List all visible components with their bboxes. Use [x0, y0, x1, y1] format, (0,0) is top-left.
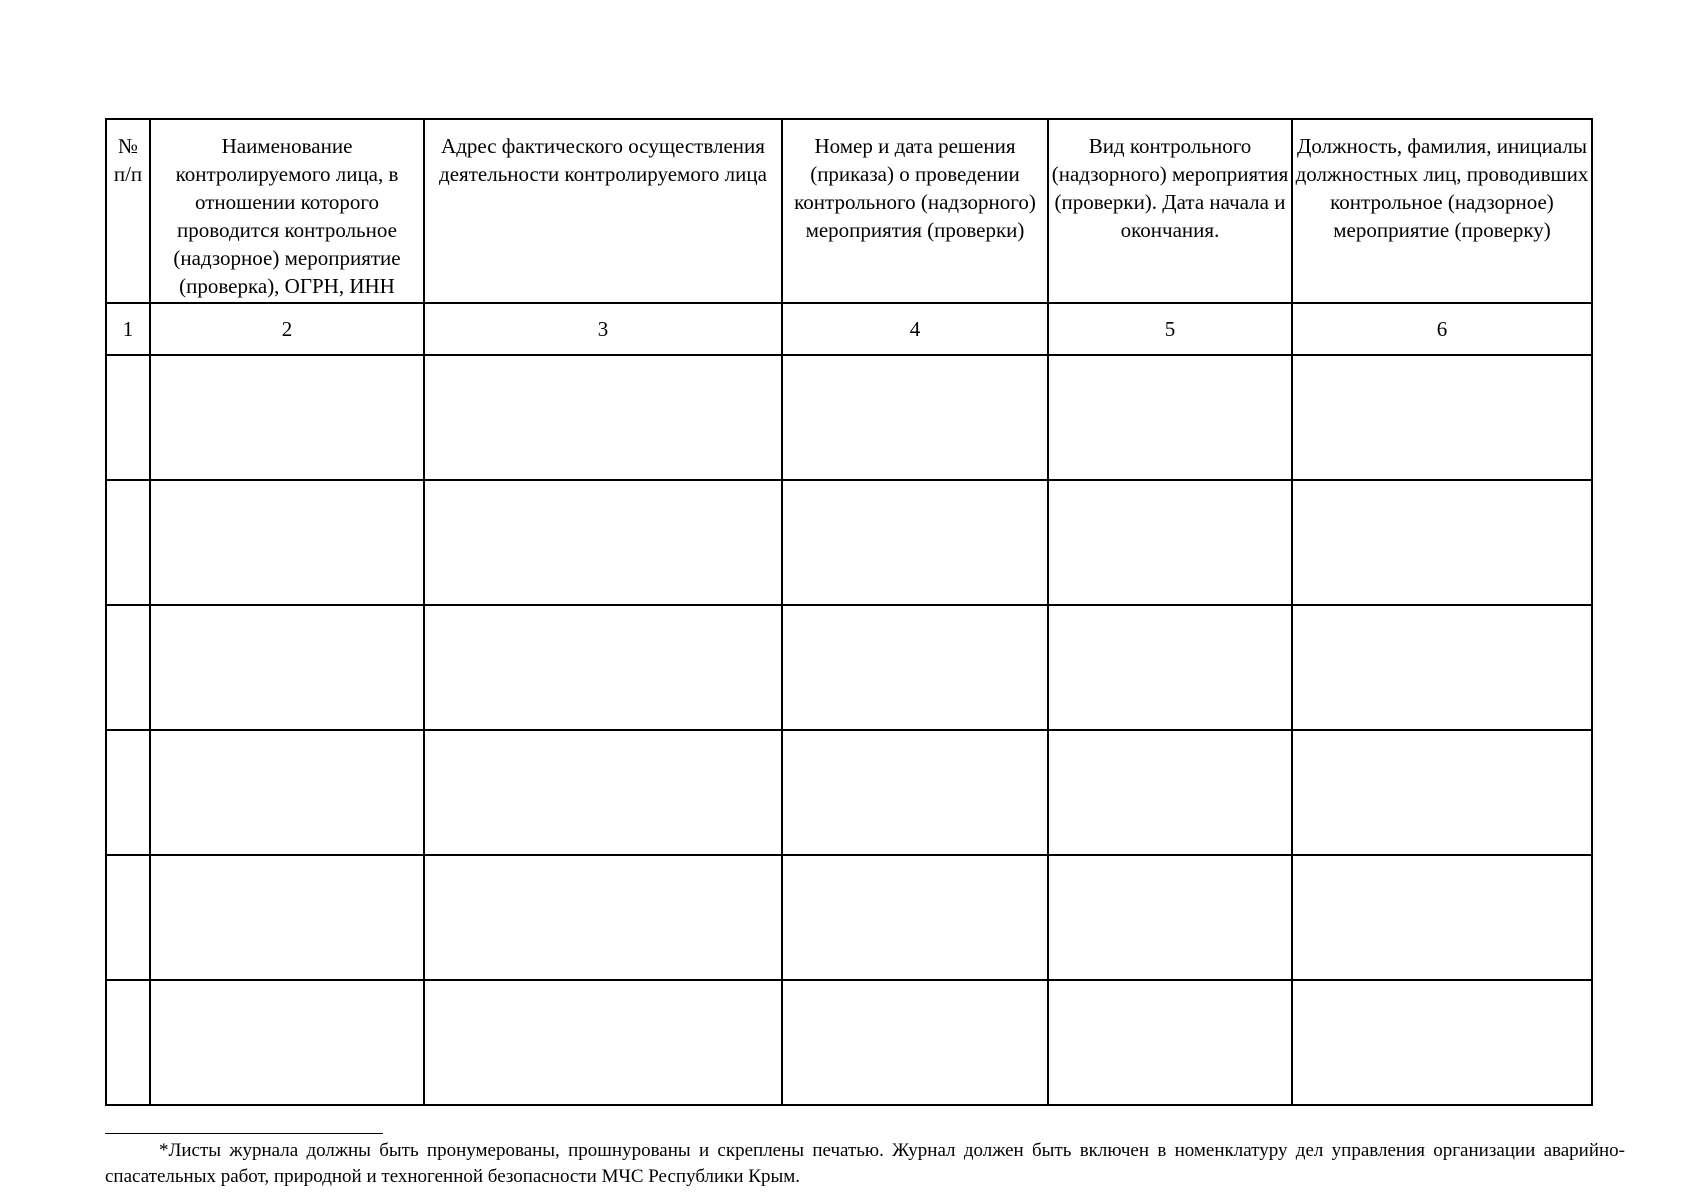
table-cell	[424, 605, 782, 730]
journal-table	[105, 118, 1593, 1106]
table-cell	[782, 730, 1048, 855]
table-cell	[1292, 480, 1592, 605]
table-cell	[782, 855, 1048, 980]
table-cell	[1048, 480, 1292, 605]
column-number: 1	[106, 303, 150, 355]
column-number: 2	[150, 303, 424, 355]
table-cell	[106, 855, 150, 980]
table-cell	[424, 980, 782, 1105]
table-cell	[1048, 605, 1292, 730]
table-cell	[106, 605, 150, 730]
table-cell	[424, 480, 782, 605]
table-cell	[1048, 855, 1292, 980]
column-number: 4	[782, 303, 1048, 355]
table-cell	[1048, 730, 1292, 855]
header-officials: Должность, фамилия, инициалы должностных лиц, проводивших контрольное (надзорное) мероприятие (проверку)	[1292, 119, 1592, 303]
table-row	[106, 730, 1592, 855]
table-cell	[150, 355, 424, 480]
table-row	[106, 355, 1592, 480]
table-cell	[106, 480, 150, 605]
footnote: *Листы журнала должны быть пронумерованы, прошнурованы и скреплены печатью. Журнал должен быть включен в номенклатуру дел управления организации аварийно-спасательных работ, природной и техногенной безопасности МЧС Республики Крым.	[105, 1140, 1625, 1187]
table-cell	[106, 355, 150, 480]
table-cell	[782, 480, 1048, 605]
header-address: Адрес фактического осуществления деятельности контролируемого лица	[424, 119, 782, 303]
table-cell	[1048, 355, 1292, 480]
table-cell	[150, 980, 424, 1105]
column-number: 3	[424, 303, 782, 355]
table-cell	[1292, 980, 1592, 1105]
table-cell	[424, 855, 782, 980]
table-row	[106, 480, 1592, 605]
header-row	[106, 119, 1592, 303]
table-cell	[782, 605, 1048, 730]
empty-rows	[106, 355, 1592, 1105]
table-cell	[424, 355, 782, 480]
footnote-divider	[105, 1133, 383, 1134]
table-cell	[106, 980, 150, 1105]
table-cell	[150, 480, 424, 605]
table-cell	[150, 855, 424, 980]
header-controlled-entity: Наименование контролируемого лица, в отношении которого проводится контрольное (надзорное) мероприятие (проверка), ОГРН, ИНН	[150, 119, 424, 303]
table-cell	[782, 355, 1048, 480]
table-cell	[782, 980, 1048, 1105]
table-cell	[424, 730, 782, 855]
table-cell	[1292, 730, 1592, 855]
table-cell	[150, 730, 424, 855]
column-number: 6	[1292, 303, 1592, 355]
table-row	[106, 855, 1592, 980]
table-cell	[1292, 355, 1592, 480]
table-cell	[1048, 980, 1292, 1105]
table-row	[106, 605, 1592, 730]
header-number: № п/п	[106, 119, 150, 303]
table-cell	[1292, 855, 1592, 980]
table-cell	[1292, 605, 1592, 730]
table-row	[106, 980, 1592, 1105]
header-inspection-type: Вид контрольного (надзорного) мероприятия (проверки). Дата начала и окончания.	[1048, 119, 1292, 303]
table-cell	[150, 605, 424, 730]
table-cell	[106, 730, 150, 855]
column-number-row	[106, 303, 1592, 355]
column-number: 5	[1048, 303, 1292, 355]
header-order: Номер и дата решения (приказа) о проведении контрольного (надзорного) мероприятия (проверки)	[782, 119, 1048, 303]
